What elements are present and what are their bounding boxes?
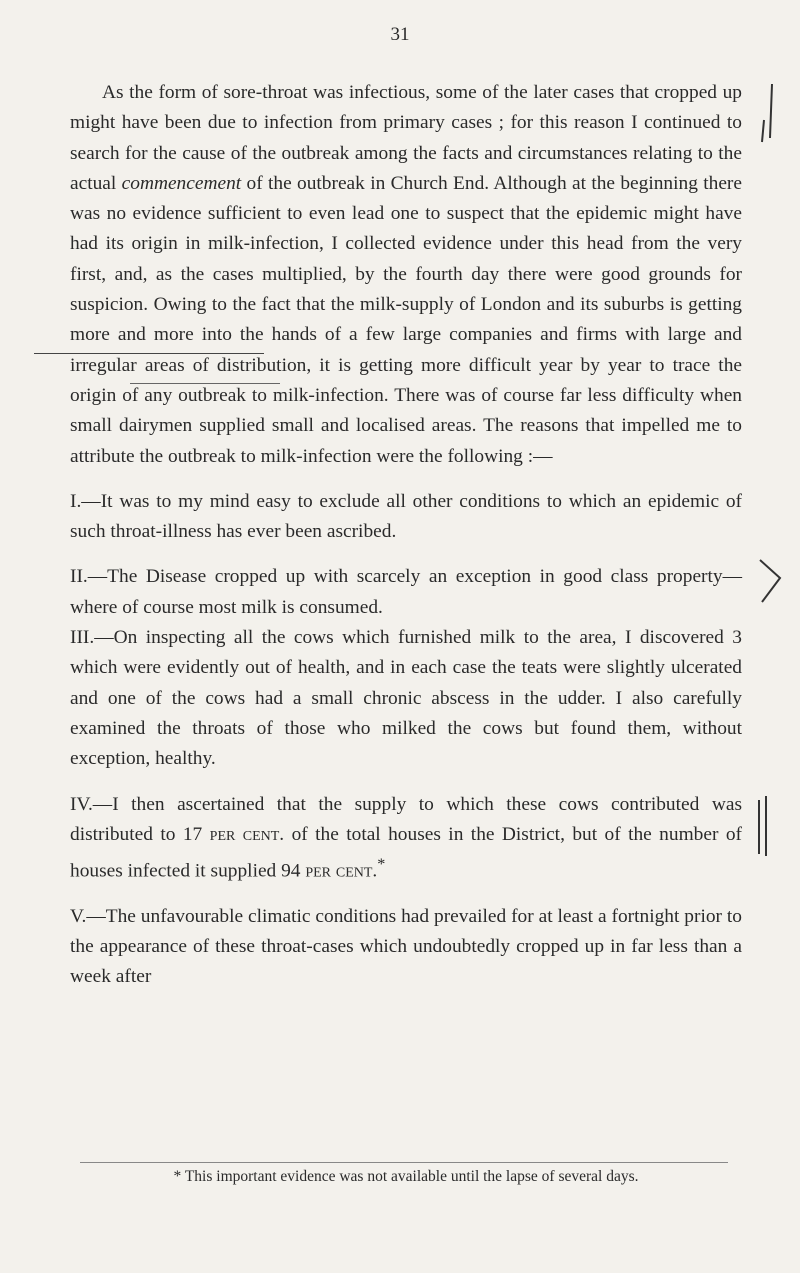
margin-underline-mark	[34, 353, 264, 354]
paragraph-4: III.—On inspecting all the cows which furnished milk to the area, I discovered 3 which were evidently out of health, and in each case the teats were slightly ulcerated and one of the cows had a small chronic abscess in the udder. I also carefully examined the throats of those who milked the cows but found them, without exception, healthy.	[70, 627, 742, 770]
emphasis-commencement: commencement	[121, 172, 242, 194]
page-number: 31	[390, 24, 410, 45]
body-text	[70, 78, 742, 993]
paragraph-1: As the form of sore-throat was infectious, some of the later cases that cropped up might have been due to infection from primary cases ; for this reason I continued to search for the cause of the outbreak among the facts and circumstances relating to the actual commencement of the outbreak in Church End. Although at the beginning there was no evidence sufficient to even lead one to suspect that the epidemic might have had its origin in milk-infection, I collected evidence under this head from the very first, and, as the cases multiplied, by the fourth day there were good grounds for suspicion. Owing to the fact that the milk-supply of London and its suburbs is getting more and more into the hands of a few large companies and firms with large and irregular areas of distribution, it is getting more difficult year by year to trace the origin of any outbreak to milk-infection. There was of course far less difficulty when small dairymen supplied small and localised areas. The reasons that impelled me to attribute the outbreak to milk-infection were the following :—	[70, 82, 742, 467]
margin-double-line-mark	[754, 792, 772, 862]
footnote: * This important evidence was not available until the lapse of several days.	[173, 1168, 639, 1185]
margin-bracket-mark-top	[756, 80, 780, 146]
paragraph-5: IV.—I then ascertained that the supply to which these cows contributed was distributed to 17 per cent. of the total houses in the District, but of the number of houses infected it supplied 94 per cent.*	[70, 793, 742, 882]
margin-arrow-mark	[756, 556, 786, 606]
paragraph-6: V.—The unfavourable climatic conditions had prevailed for at least a fortnight prior to the appearance of these throat-cases which undoubtedly cropped up in far less than a week after	[70, 905, 742, 988]
paragraph-3: II.—The Disease cropped up with scarcely an exception in good class property—where of course most milk is consumed.	[70, 566, 742, 618]
paragraph-2: I.—It was to my mind easy to exclude all other conditions to which an epidemic of such throat-illness has ever been ascribed.	[70, 490, 742, 543]
margin-underline-mark-2	[130, 383, 280, 384]
footnote-rule	[80, 1162, 728, 1163]
